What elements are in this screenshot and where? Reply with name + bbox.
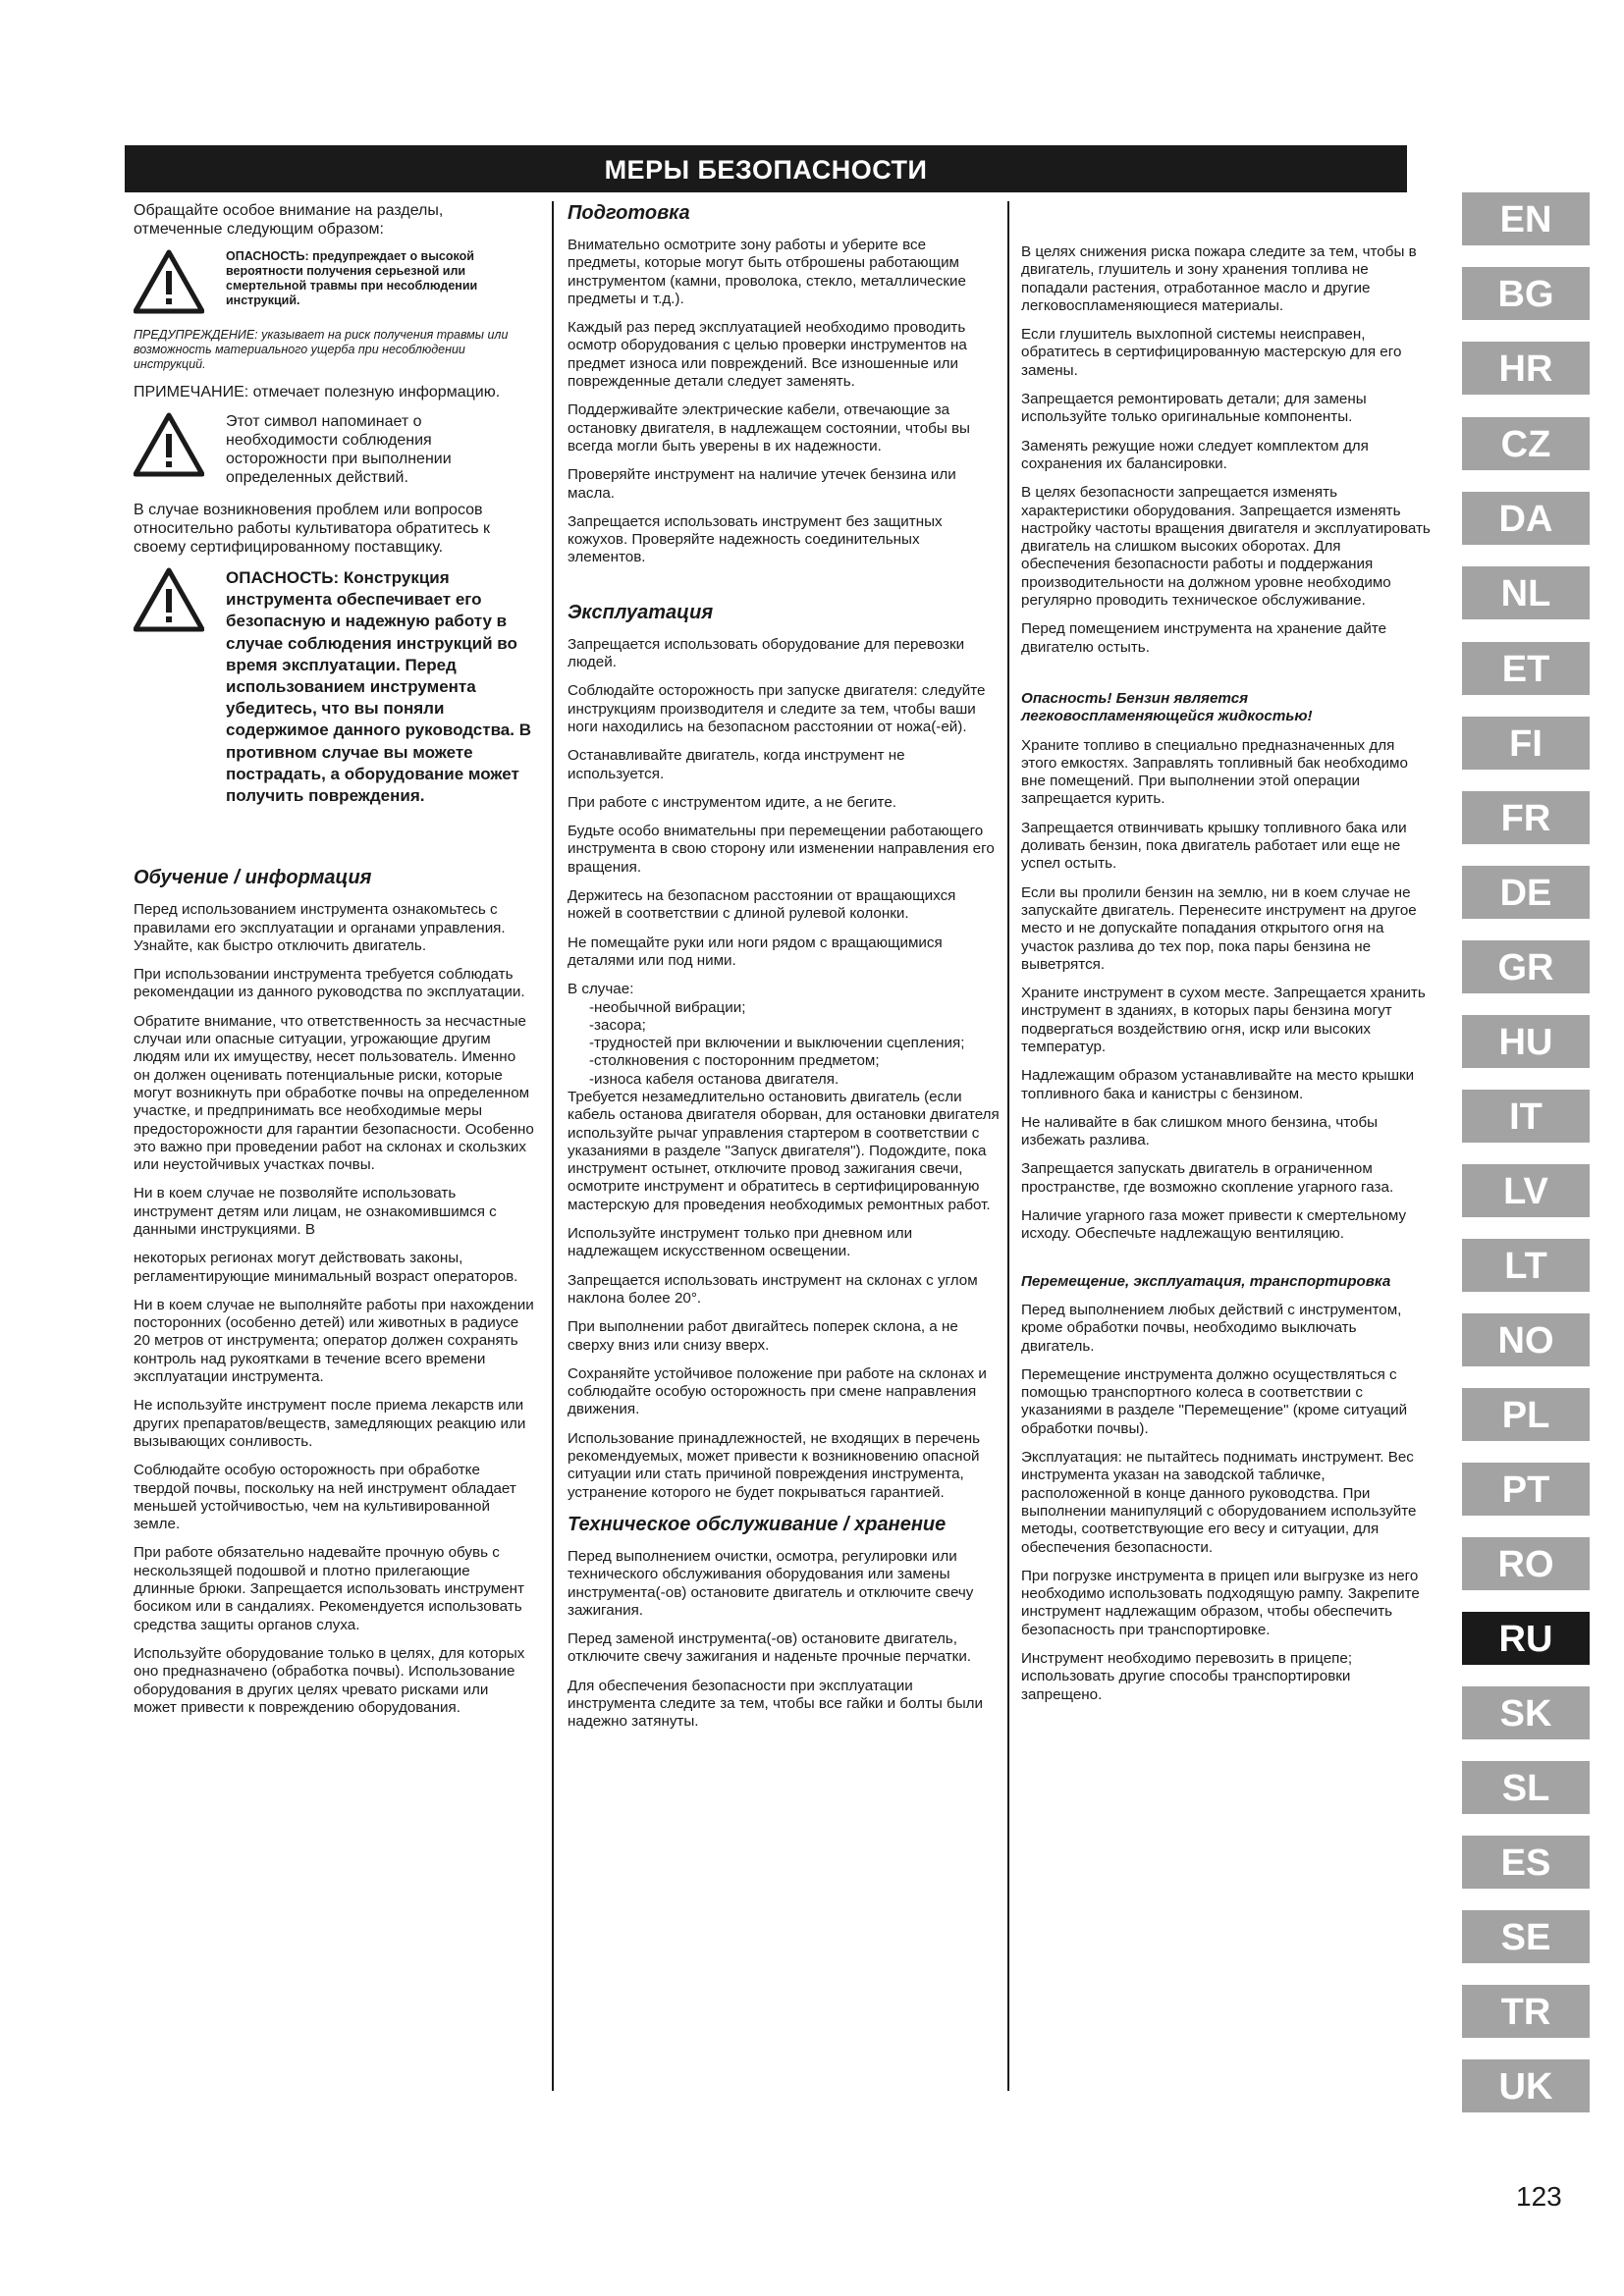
lang-tab-et[interactable]: ET [1462, 642, 1590, 695]
paragraph: Заменять режущие ножи следует комплектом для сохранения их балансировки. [1021, 437, 1369, 472]
paragraph: В целях снижения риска пожара следите за тем, чтобы в двигатель, глушитель и зону хранения топлива не попадали растения, отработанное масло и другие легковоспламеняющиеся материалы. [1021, 243, 1417, 314]
paragraph: Надлежащим образом устанавливайте на место крышки топливного бака и канистры с бензином. [1021, 1067, 1415, 1102]
paragraph: Если вы пролили бензин на землю, ни в коем случае не запускайте двигатель. Перенесите инструмент на другое место и не допускайте попадания открытого огня на участок разлива до тех пор, пока пары бензина не выветрятся. [1021, 883, 1417, 973]
section-title-fuel-danger: Опасность! Бензин является легковоспламеняющейся жидкостью! [1021, 689, 1313, 725]
paragraph: При использовании инструмента требуется соблюдать рекомендации из данного руководства по эксплуатации. [134, 966, 525, 1001]
danger-statement: ОПАСНОСТЬ: Конструкция инструмента обеспечивает его безопасную и надежную работу в случае соблюдения инструкций во время эксплуатации. Перед использованием инструмента убедитесь, что вы поняли содержимое данного руководства. В противном случае вы можете пострадать, а оборудование может получить повреждения. [226, 568, 531, 806]
paragraph: Эксплуатация: не пытайтесь поднимать инструмент. Вес инструмента указан на заводской табличке, расположенной в конце данного руководства. При выполнении манипуляций с оборудованием используйте методы, соответствующие его весу и ситуации, для обеспечения безопасности. [1021, 1449, 1417, 1556]
paragraph: При погрузке инструмента в прицеп или выгрузке из него необходимо использовать подходящую рампу. Закрепите инструмент надлежащим образом, чтобы обеспечить безопасность при транспортировке. [1021, 1567, 1420, 1638]
lang-tab-lv[interactable]: LV [1462, 1164, 1590, 1217]
paragraph: При работе обязательно надевайте прочную обувь с нескользящей подошвой и плотно прилегающие длинные брюки. Запрещается использовать инструмент босиком или в сандалиях. Рекомендуется использовать средства защиты органов слуха. [134, 1544, 524, 1633]
paragraph: Запрещается использовать инструмент без защитных кожухов. Проверяйте надежность соединительных элементов. [568, 512, 943, 566]
lang-tab-sl[interactable]: SL [1462, 1761, 1590, 1814]
list-item: -необычной вибрации; [589, 998, 746, 1016]
paragraph: некоторых регионах могут действовать законы, регламентирующие минимальный возраст операторов. [134, 1250, 518, 1285]
lang-tab-nl[interactable]: NL [1462, 566, 1590, 619]
paragraph: Использование принадлежностей, не входящих в перечень рекомендуемых, может привести к возникновению опасной ситуации или стать причиной повреждения инструмента, устранение которого не будет покрываться гарантией. [568, 1429, 981, 1501]
lang-tab-es[interactable]: ES [1462, 1836, 1590, 1889]
page-number: 123 [1516, 2181, 1562, 2212]
section-title-preparation: Подготовка [568, 202, 690, 224]
case-list [568, 999, 1000, 1089]
paragraph: В целях безопасности запрещается изменять характеристики оборудования. Запрещается изменять настройку частоты вращения двигателя и эксплуатировать двигатель на слишком высоких оборотах. Для обеспечения безопасности работы и поддержания производительности на должном уровне необходимо регулярно проводить техническое обслуживание. [1021, 484, 1431, 610]
lang-tab-uk[interactable]: UK [1462, 2059, 1590, 2112]
paragraph: Ни в коем случае не позволяйте использовать инструмент детям или лицам, не ознакомившимся с данными инструкциями. В [134, 1185, 497, 1238]
lang-tab-no[interactable]: NO [1462, 1313, 1590, 1366]
paragraph: Перед заменой инструмента(-ов) остановите двигатель, отключите свечу зажигания и наденьте прочные перчатки. [568, 1630, 972, 1666]
lang-tab-lt[interactable]: LT [1462, 1239, 1590, 1292]
lang-tab-hu[interactable]: HU [1462, 1015, 1590, 1068]
paragraph: Останавливайте двигатель, когда инструмент не используется. [568, 747, 905, 782]
warning-triangle-icon [134, 567, 204, 632]
danger-notice-big [134, 567, 534, 807]
case-intro: В случае: [568, 981, 634, 998]
paragraph: Обратите внимание, что ответственность за несчастные случаи или опасные ситуации, угрожающие другим людям или их имуществу, несет пользователь. Именно он должен оценивать потенциальные риски, которые могут возникнуть при обработке почвы на определенном участке, и предпринимать все необходимые меры предосторожности для гарантии безопасности. Особенно это важно при проведении работ на склонах и скользких или неустойчивых участках почвы. [134, 1012, 534, 1174]
section-title-maintenance: Техническое обслуживание / хранение [568, 1513, 947, 1535]
paragraph: Используйте оборудование только в целях, для которых оно предназначено (обработка почвы). Использование оборудования в других целях чревато рисками или может привести к повреждению оборудования. [134, 1644, 525, 1716]
paragraph: Храните инструмент в сухом месте. Запрещается хранить инструмент в зданиях, в которых пары бензина могут подвергаться воздействию огня, искр или высоких температур. [1021, 985, 1426, 1055]
paragraph: Каждый раз перед эксплуатацией необходимо проводить осмотр оборудования с целью проверки инструментов на предмет износа или повреждений. Все изношенные или поврежденные детали следует заменять. [568, 319, 967, 391]
danger-definition: ОПАСНОСТЬ: предупреждает о высокой вероятности получения серьезной или смертельной травмы при несоблюдении инструкций. [226, 249, 478, 307]
lang-tab-fr[interactable]: FR [1462, 791, 1590, 844]
paragraph: Требуется незамедлительно остановить двигатель (если кабель останова двигателя оборван, для остановки двигателя используйте рычаг управления стартером в соответствии с указаниями в разделе "Запуск двигателя"). Подождите, пока инструмент остынет, отключите провод зажигания свечи, осмотрите инструмент и обратитесь в сертифицированную мастерскую для проведения необходимых ремонтных работ. [568, 1088, 1000, 1213]
symbol-definition: Этот символ напоминает о необходимости соблюдения осторожности при выполнении определенных действий. [226, 413, 452, 486]
paragraph: Запрещается запускать двигатель в ограниченном пространстве, где возможно скопление угарного газа. [1021, 1160, 1394, 1196]
lang-tab-pl[interactable]: PL [1462, 1388, 1590, 1441]
symbol-notice [134, 412, 534, 487]
paragraph: Соблюдайте особую осторожность при обработке твердой почвы, поскольку на ней инструмент обладает меньшей устойчивостью, чем на культивированной земле. [134, 1462, 516, 1533]
paragraph: Наличие угарного газа может привести к смертельному исходу. Обеспечьте надлежащую вентиляцию. [1021, 1207, 1407, 1243]
paragraph: Если глушитель выхлопной системы неисправен, обратитесь в сертифицированную мастерскую для его замены. [1021, 326, 1402, 379]
note-definition: ПРИМЕЧАНИЕ: отмечает полезную информацию. [134, 384, 501, 400]
lang-tab-se[interactable]: SE [1462, 1910, 1590, 1963]
paragraph: При работе с инструментом идите, а не бегите. [568, 793, 896, 811]
paragraph: Запрещается ремонтировать детали; для замены используйте только оригинальные компоненты. [1021, 391, 1367, 426]
paragraph: Поддерживайте электрические кабели, отвечающие за остановку двигателя, в надлежащем состоянии, чтобы вы всегда могли быть уверены в их надежности. [568, 401, 970, 454]
lang-tab-ro[interactable]: RO [1462, 1537, 1590, 1590]
paragraph: Внимательно осмотрите зону работы и уберите все предметы, которые могут быть отброшены работающим инструментом (камни, проволока, стекло, металлические предметы и т.д.). [568, 237, 966, 307]
paragraph: Для обеспечения безопасности при эксплуатации инструмента следите за тем, чтобы все гайки и болты были надежно затянуты. [568, 1677, 984, 1731]
paragraph: Перед выполнением очистки, осмотра, регулировки или технического обслуживания оборудования или замены инструмента(-ов) остановите двигатель и отключите свечу зажигания. [568, 1547, 974, 1619]
lang-tab-tr[interactable]: TR [1462, 1985, 1590, 2038]
warning-triangle-icon [134, 249, 204, 314]
lang-tab-pt[interactable]: PT [1462, 1463, 1590, 1516]
section-title-training: Обучение / информация [134, 867, 372, 889]
list-item: -трудностей при включении и выключении сцепления; [589, 1035, 965, 1052]
section-title-operation: Эксплуатация [568, 601, 714, 623]
column-divider [552, 201, 554, 2091]
list-item: -износа кабеля останова двигателя. [589, 1070, 839, 1088]
page-title: МЕРЫ БЕЗОПАСНОСТИ [125, 145, 1407, 192]
paragraph: Используйте инструмент только при дневном или надлежащем искусственном освещении. [568, 1225, 913, 1260]
paragraph: Держитесь на безопасном расстоянии от вращающихся ножей в соответствии с длиной рулевой колонки. [568, 887, 956, 923]
paragraph: Перемещение инструмента должно осуществляться с помощью транспортного колеса в соответствии с указаниями в разделе "Перемещение" (кроме ситуаций обработки почвы). [1021, 1365, 1408, 1437]
paragraph: Запрещается использовать инструмент на склонах с углом наклона более 20°. [568, 1271, 978, 1307]
column-2 [568, 201, 1000, 1742]
paragraph: Не используйте инструмент после приема лекарств или других препаратов/веществ, замедляющих реакцию или вызывающих сонливость. [134, 1397, 526, 1450]
lang-tab-fi[interactable]: FI [1462, 717, 1590, 770]
lang-tab-ru[interactable]: RU [1462, 1612, 1590, 1665]
lang-tab-en[interactable]: EN [1462, 192, 1590, 245]
list-item: -засора; [589, 1016, 646, 1034]
lang-tab-cz[interactable]: CZ [1462, 417, 1590, 470]
paragraph: Ни в коем случае не выполняйте работы при нахождении посторонних (особенно детей) или животных в радиусе 20 метров от инструмента; оператор должен сохранять контроль над рукоятками в течение всего времени эксплуатации инструмента. [134, 1296, 534, 1386]
paragraph: Запрещается отвинчивать крышку топливного бака или доливать бензин, пока двигатель работает или еще не успел остыть. [1021, 819, 1407, 873]
list-item: -столкновения с посторонним предметом; [589, 1052, 880, 1070]
paragraph: Не наливайте в бак слишком много бензина, чтобы избежать разлива. [1021, 1113, 1379, 1149]
column-3 [1021, 243, 1434, 1715]
paragraph: Перед использованием инструмента ознакомьтесь с правилами его эксплуатации и органами управления. Узнайте, как быстро отключить двигатель. [134, 901, 506, 954]
section-title-transport: Перемещение, эксплуатация, транспортировка [1021, 1272, 1391, 1290]
lang-tab-it[interactable]: IT [1462, 1090, 1590, 1143]
paragraph: Не помещайте руки или ноги рядом с вращающимися деталями или под ними. [568, 934, 943, 969]
lang-tab-de[interactable]: DE [1462, 866, 1590, 919]
paragraph: Перед помещением инструмента на хранение дайте двигателю остыть. [1021, 620, 1387, 656]
lang-tab-gr[interactable]: GR [1462, 940, 1590, 993]
intro-text: Обращайте особое внимание на разделы, отмеченные следующим образом: [134, 202, 444, 238]
lang-tab-da[interactable]: DA [1462, 492, 1590, 545]
danger-notice-small [134, 249, 534, 314]
problems-text: В случае возникновения проблем или вопросов относительно работы культиватора обратитесь к своему сертифицированному поставщику. [134, 502, 490, 556]
paragraph: При выполнении работ двигайтесь поперек склона, а не сверху вниз или снизу вверх. [568, 1318, 958, 1354]
lang-tab-bg[interactable]: BG [1462, 267, 1590, 320]
lang-tab-hr[interactable]: HR [1462, 342, 1590, 395]
lang-tab-sk[interactable]: SK [1462, 1686, 1590, 1739]
paragraph: Инструмент необходимо перевозить в прицепе; использовать другие способы транспортировки запрещено. [1021, 1650, 1353, 1703]
paragraph: Проверяйте инструмент на наличие утечек бензина или масла. [568, 466, 956, 502]
warning-definition: ПРЕДУПРЕЖДЕНИЕ: указывает на риск получения травмы или возможность материального ущерба при несоблюдении инструкций. [134, 328, 509, 371]
warning-triangle-icon [134, 412, 204, 477]
paragraph: Будьте особо внимательны при перемещении работающего инструмента в свою сторону или изменении направления его вращения. [568, 823, 995, 876]
paragraph: Соблюдайте осторожность при запуске двигателя: следуйте инструкциям производителя и следите за тем, чтобы ваши ноги находились на безопасном расстоянии от ножа(-ей). [568, 682, 986, 735]
paragraph: Перед выполнением любых действий с инструментом, кроме обработки почвы, необходимо выключать двигатель. [1021, 1301, 1402, 1355]
column-1 [134, 201, 534, 1728]
column-divider [1007, 201, 1009, 2091]
paragraph: Сохраняйте устойчивое положение при работе на склонах и соблюдайте особую осторожность при смене направления движения. [568, 1364, 987, 1418]
paragraph: Храните топливо в специально предназначенных для этого емкостях. Заправлять топливный бак необходимо вне помещений. При выполнении этой операции запрещается курить. [1021, 736, 1408, 808]
paragraph: Запрещается использовать оборудование для перевозки людей. [568, 635, 965, 671]
